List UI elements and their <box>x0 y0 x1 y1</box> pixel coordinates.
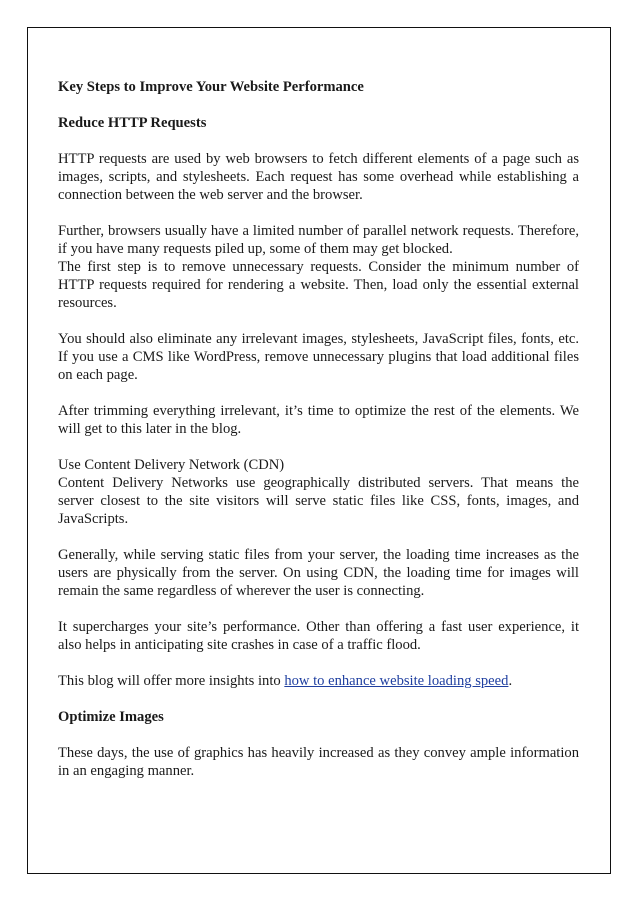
link-suffix: . <box>508 673 513 689</box>
section-heading-cdn: Use Content Delivery Network (CDN) <box>58 457 285 473</box>
paragraph: You should also eliminate any irrelevant images, stylesheets, JavaScript files, fonts, etc. If you use a CMS like WordPress, remove unnecessary plugins that load additional files on each page. <box>58 331 579 383</box>
document-title: Key Steps to Improve Your Website Performance <box>58 79 364 95</box>
link-paragraph <box>58 672 579 690</box>
paragraph: The first step is to remove unnecessary requests. Consider the minimum number of HTTP requests required for rendering a website. Then, load only the essential external resources. <box>58 259 579 311</box>
document-body <box>58 78 579 798</box>
section-heading-images: Optimize Images <box>58 709 164 725</box>
section-heading-http: Reduce HTTP Requests <box>58 115 207 131</box>
paragraph: After trimming everything irrelevant, it’s time to optimize the rest of the elements. We will get to this later in the blog. <box>58 403 579 437</box>
paragraph: HTTP requests are used by web browsers to fetch different elements of a page such as images, scripts, and stylesheets. Each request has some overhead while establishing a connection between the web server and the browser. <box>58 151 579 203</box>
paragraph: Content Delivery Networks use geographically distributed servers. That means the server closest to the site visitors will serve static files like CSS, fonts, images, and JavaScripts. <box>58 475 579 527</box>
link-prefix: This blog will offer more insights into <box>58 673 285 689</box>
paragraph: Generally, while serving static files from your server, the loading time increases as the users are physically from the server. On using CDN, the loading time for images will remain the same regardless of wherever the user is connecting. <box>58 547 579 599</box>
website-speed-link[interactable]: how to enhance website loading speed <box>284 673 509 689</box>
paragraph: It supercharges your site’s performance. Other than offering a fast user experience, it also helps in anticipating site crashes in case of a traffic flood. <box>58 619 579 653</box>
paragraph: Further, browsers usually have a limited number of parallel network requests. Therefore, if you have many requests piled up, some of them may get blocked. <box>58 223 579 257</box>
paragraph: These days, the use of graphics has heavily increased as they convey ample information in an engaging manner. <box>58 745 579 779</box>
